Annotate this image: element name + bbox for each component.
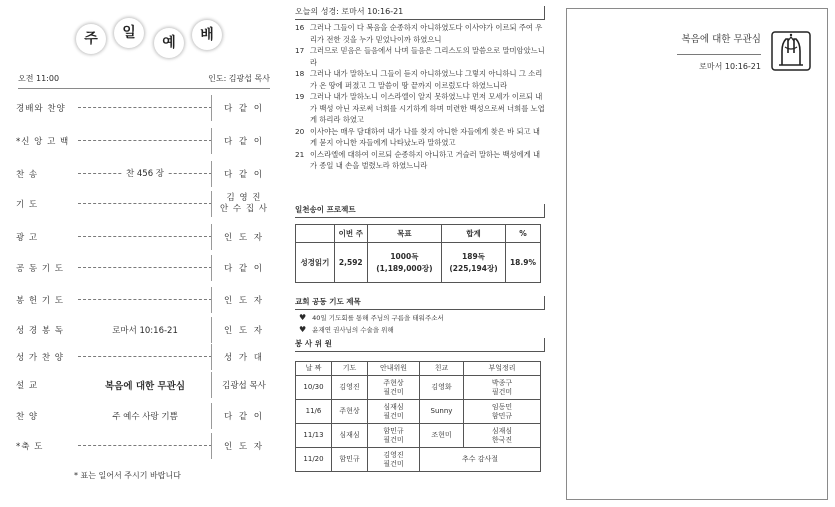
service-item-name: 공 동 기 도 (16, 264, 64, 274)
service-item (16, 374, 272, 396)
verse: 20 이사야는 매우 담대하여 내가 나를 찾지 아니한 자들에게 찾은 바 되고 내게 묻지 아니한 자들에게 나타났노라 말하였고 (295, 126, 540, 147)
service-item (16, 97, 272, 119)
service-item-name: 성 경 봉 독 (16, 326, 64, 336)
praying-hands-icon (771, 31, 811, 71)
service-item-person: 다 같 이 (223, 104, 265, 114)
service-item (16, 435, 272, 457)
service-item-name: 성 가 찬 양 (16, 353, 64, 363)
middle-panel (295, 6, 545, 468)
project-cell: 성경읽기 (296, 243, 335, 283)
service-item-name: 경배와 찬양 (16, 104, 66, 114)
project-cell: 189독 (225,194장) (442, 243, 506, 283)
prayer-section (295, 296, 545, 334)
project-cell: 1000독 (1,189,000장) (367, 243, 441, 283)
service-item-name: 광 고 (16, 233, 39, 243)
service-leader: 인도: 김광섭 목사 (208, 74, 270, 83)
dashed-leader (78, 445, 212, 446)
service-item-name: *축 도 (16, 442, 44, 452)
dashed-leader (78, 267, 212, 268)
service-item-person: 인 도 자 (223, 296, 265, 306)
prayer-item: ♥ 40일 기도회를 통해 주님의 구름을 태워주소서 (299, 313, 444, 322)
service-item-person: 성 가 대 (223, 353, 265, 363)
service-item-person: 인 도 자 (223, 326, 265, 336)
verse: 18 그러나 내가 말하노니 그들이 듣지 아니하였느냐 그렇지 아니하니 그 소리가 온 땅에 퍼졌고 그 말씀이 땅 끝까지 이르렀도다 하였느니라 (295, 69, 543, 90)
scripture-label: 오늘의 성경: 로마서 10:16-21 (295, 7, 404, 16)
service-item-person: 다 같 이 (223, 137, 265, 147)
dashed-leader (78, 299, 212, 300)
order-of-service (14, 8, 272, 500)
sermon-title-inline: 복음에 대한 무관심 (101, 381, 189, 392)
project-table: 이번 주 목표 합계 % 성경읽기 2,592 1000독 (1,189,000장) 189독 (225,194장) 18.9% (295, 224, 541, 283)
dashed-leader (78, 203, 212, 204)
sermon-title: 복음에 대한 무관심 (681, 34, 761, 45)
table-row: 11/6 주현상 심재심 필건미 Sunny 임동민 함민규 (296, 400, 541, 424)
project-label: 일천송이 프로젝트 (295, 205, 356, 214)
sermon-reference: 로마서 10:16-21 (699, 62, 761, 71)
heart-icon: ♥ (299, 313, 307, 322)
time-row (18, 73, 270, 89)
service-item-name: *신 앙 고 백 (16, 137, 70, 147)
service-item-person: 인 도 자 (223, 233, 265, 243)
service-item-person: 김 영 진 안 수 집 사 (220, 193, 268, 214)
service-item-name: 찬 양 (16, 412, 39, 422)
title-char-3: 예 (154, 28, 184, 58)
sermon-panel (566, 8, 828, 500)
service-item (16, 163, 272, 185)
service-item-name: 기 도 (16, 200, 39, 210)
heart-icon: ♥ (299, 325, 307, 334)
service-item-detail: 주 예수 사랑 기쁨 (108, 412, 182, 422)
dashed-leader (78, 107, 212, 108)
scripture-verses (295, 20, 545, 172)
table-row: 10/30 김영진 주현상 필건미 김영화 박종구 필건미 (296, 376, 541, 400)
table-row: 11/20 함민규 김영진 필건미 추수 감사절 (296, 448, 541, 472)
project-cell: 2,592 (334, 243, 367, 283)
service-item (16, 346, 272, 368)
service-item (16, 226, 272, 248)
service-item-person: 인 도 자 (223, 442, 265, 452)
service-item (16, 193, 272, 215)
title-char-4: 배 (192, 20, 222, 50)
service-item (16, 289, 272, 311)
service-item (16, 257, 272, 279)
service-item-detail: 찬 456 장 (122, 169, 168, 179)
duty-label: 봉 사 위 원 (295, 339, 332, 348)
service-item-detail: 로마서 10:16-21 (108, 326, 182, 336)
dashed-leader (78, 356, 212, 357)
service-item-person: 다 같 이 (223, 170, 265, 180)
service-time: 오전 11:00 (18, 74, 60, 83)
verse: 17 그러므로 믿음은 들음에서 나며 들음은 그리스도의 말씀으로 말미암았느니라 (295, 46, 545, 67)
duty-table: 날 짜 기도 안내위원 친교 부엌정리 10/30 김영진 주현상 필건미 김영화 박종구 필건미 11/6 주현상 심재심 필건미 Sunny 임동민 함민규 11/13 심재심 함민규 필건미 조현미 심재심 한국진 11/20 함민규 김영진 필건미 추수 감사절 (295, 361, 541, 472)
table-row: 11/13 심재심 함민규 필건미 조현미 심재심 한국진 (296, 424, 541, 448)
prayer-item: ♥ 윤재연 권사님의 수술을 위해 (299, 325, 394, 334)
project-header (295, 204, 545, 218)
service-item-person: 김광섭 목사 (222, 381, 266, 391)
service-item-person: 다 같 이 (223, 264, 265, 274)
verse: 21 이스라엘에 대하여 이르되 순종하지 아니하고 거슬러 말하는 백성에게 내가 종일 내 손을 벌렸노라 하였느니라 (295, 149, 541, 170)
verse: 16 그러나 그들이 다 복음을 순종하지 아니하였도다 이사야가 이르되 주여 우리가 전한 것을 누가 믿었나이까 하였으니 (295, 23, 543, 44)
project-cell: 18.9% (505, 243, 540, 283)
scripture-header (295, 6, 545, 20)
standing-note: * 표는 일어서 주시기 바랍니다 (74, 471, 181, 480)
service-item-name: 찬 송 (16, 170, 39, 180)
prayer-label: 교회 공동 기도 제목 (295, 297, 361, 306)
service-item-person: 다 같 이 (223, 412, 265, 422)
dashed-leader (78, 236, 212, 237)
title-char-2: 일 (114, 18, 144, 48)
duty-header (295, 338, 545, 352)
service-title (74, 14, 234, 58)
dashed-leader (78, 140, 212, 141)
service-item-name: 설 교 (16, 381, 39, 391)
title-char-1: 주 (76, 24, 106, 54)
verse: 19 그러나 내가 말하노니 이스라엘이 알지 못하였느냐 먼저 모세가 이르되 내가 백성 아닌 자로써 너희를 시기하게 하며 미련한 백성으로써 너희를 노엽게 하리라 하였고 (295, 92, 545, 124)
service-item (16, 319, 272, 341)
divider (677, 54, 761, 55)
service-item (16, 130, 272, 152)
service-item-name: 봉 헌 기 도 (16, 296, 64, 306)
service-item (16, 405, 272, 427)
